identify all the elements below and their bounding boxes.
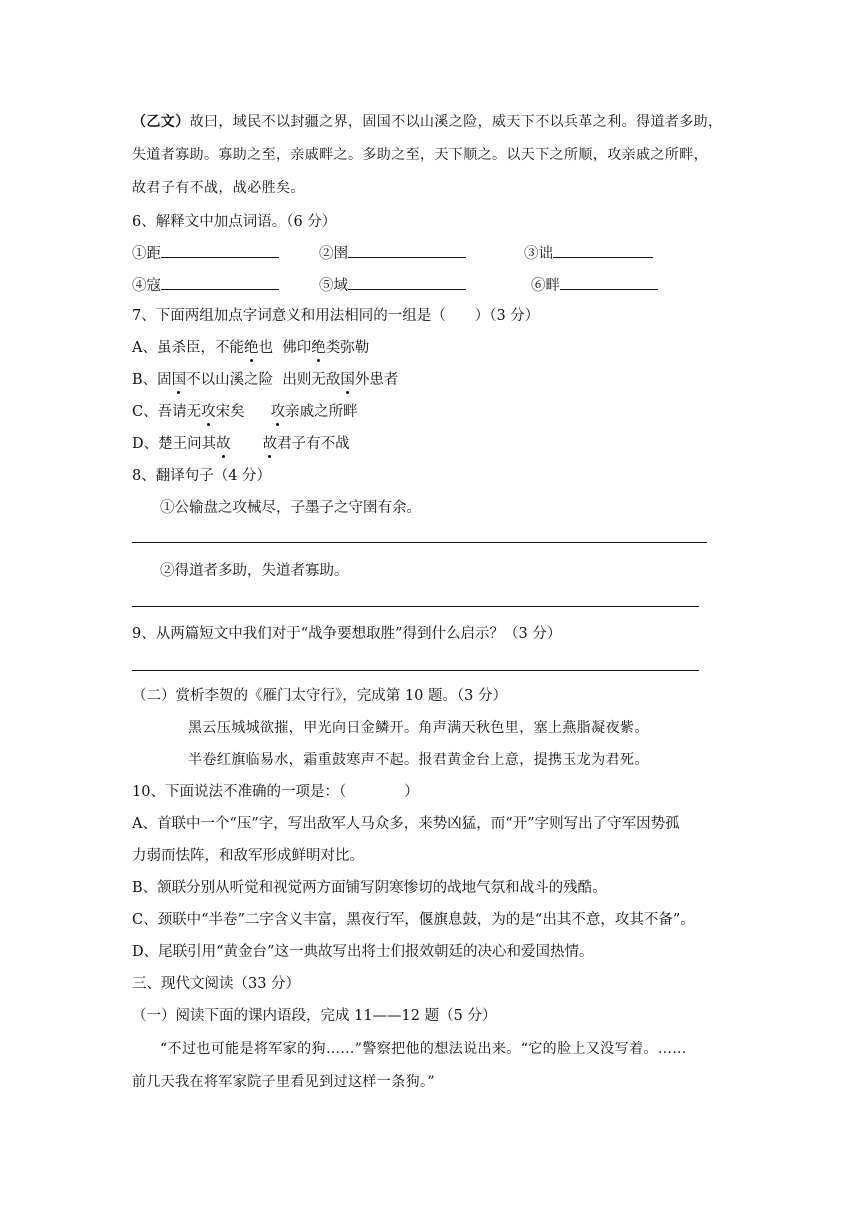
q6-item-4-label: ④寇	[132, 278, 161, 294]
q7-c-dotted-2: 攻	[270, 404, 286, 420]
q7-a-text-1: A、虽杀臣，不能	[132, 340, 244, 356]
q6-item-6	[531, 275, 658, 296]
sec3-title: 三、现代文阅读（33 分）	[132, 976, 301, 992]
q6-item-1-label: ①距	[132, 246, 161, 262]
q7-c-dotted-1: 攻	[201, 404, 216, 420]
q7-b-dotted-1: 国	[171, 372, 187, 388]
q6-item-3	[524, 243, 653, 264]
q10-title: 10、下面说法不准确的一项是：（ ）	[132, 784, 419, 800]
yi-line-2: 失道者寡助。寡助之至，亲戚畔之。多助之至，天下顺之。以天下之所顺，攻亲戚之所畔，	[132, 147, 708, 163]
q7-b-text-1: B、固	[132, 372, 172, 388]
yi-line-1	[132, 112, 722, 132]
q8-title: 8、翻译句子（4 分）	[132, 468, 272, 484]
q7-a-dotted-1: 绝	[243, 340, 259, 356]
q8-sentence-1: ①公输盘之攻械尽，子墨子之守圉有余。	[160, 500, 421, 516]
q7-a-text-2: 也 佛印	[258, 340, 312, 356]
q6-blank-4[interactable]	[161, 275, 279, 290]
sec3-paragraph-line-2: 前几天我在将军家院子里看见到过这样一条狗。”	[132, 1074, 435, 1090]
q7-b-text-3: 外患者	[354, 372, 399, 388]
q7-a-dotted-2: 绝	[311, 340, 326, 356]
q7-d-text-1: D、楚王问其	[132, 436, 217, 452]
poem-line-2: 半卷红旗临易水，霜重鼓寒声不起。报君黄金台上意，提携玉龙为君死。	[188, 752, 649, 768]
q7-d-text-2: 君子有不战	[277, 436, 350, 452]
q6-blank-5[interactable]	[348, 275, 466, 290]
q6-blank-1[interactable]	[161, 243, 279, 258]
q6-item-5-label: ⑤域	[319, 278, 348, 294]
q7-title: 7、下面两组加点字词意义和用法相同的一组是（ ）（3 分）	[132, 308, 540, 324]
q10-option-d[interactable]: D、尾联引用“黄金台”这一典故写出将士们报效朝廷的决心和爱国热情。	[132, 944, 594, 960]
yi-line-3: 故君子有不战，战必胜矣。	[132, 180, 305, 196]
sec2-title: （二）赏析李贺的《雁门太守行》，完成第 10 题。（3 分）	[132, 688, 508, 704]
q6-item-1	[132, 243, 279, 264]
yi-text-1: 故曰，域民不以封疆之界，固国不以山溪之险，威天下不以兵革之利。得道者多助，	[189, 114, 723, 130]
q10-option-b[interactable]: B、颔联分别从听觉和视觉两方面铺写阴寒惨切的战地气氛和战斗的残酷。	[132, 880, 607, 896]
q8-answer-line-2[interactable]	[132, 606, 699, 607]
poem-line-1: 黑云压城城欲摧，甲光向日金鳞开。角声满天秋色里，塞上燕脂凝夜紫。	[188, 720, 649, 736]
q8-sentence-2: ②得道者多助，失道者寡助。	[160, 563, 349, 579]
q6-item-2	[319, 243, 466, 264]
q6-item-3-label: ③诎	[524, 246, 553, 262]
q6-item-5	[319, 275, 466, 296]
q7-d-dotted-2: 故	[262, 436, 278, 452]
q6-item-2-label: ②圉	[319, 246, 348, 262]
q7-c-text-3: 亲戚之所畔	[285, 404, 358, 420]
q10-option-a-line-2: 力弱而怯阵，和敌军形成鲜明对比。	[132, 848, 364, 864]
q7-option-b[interactable]	[132, 370, 398, 390]
q6-title: 6、解释文中加点词语。（6 分）	[132, 214, 337, 230]
q7-option-c[interactable]	[132, 402, 358, 422]
q7-a-text-3: 类弥勒	[325, 340, 370, 356]
q9-answer-line[interactable]	[132, 670, 699, 671]
q7-b-text-2: 不以山溪之险 出则无敌	[186, 372, 341, 388]
q6-item-4	[132, 275, 279, 296]
q7-c-text-2: 宋矣	[215, 404, 245, 420]
yi-label: （乙文）	[132, 114, 190, 130]
q6-item-6-label: ⑥畔	[531, 278, 560, 294]
sec3-subtitle: （一）阅读下面的课内语段，完成 11——12 题（5 分）	[132, 1008, 497, 1024]
q7-c-text-1: C、吾请无	[132, 404, 202, 420]
q6-blank-2[interactable]	[348, 243, 466, 258]
sec3-paragraph-line-1: “不过也可能是将军家的狗……”警察把他的想法说出来。“它的脸上又没写着。……	[160, 1041, 687, 1057]
q7-d-dotted-1: 故	[216, 436, 231, 452]
q6-blank-6[interactable]	[560, 275, 658, 290]
q7-option-a[interactable]	[132, 338, 369, 358]
q9-title: 9、从两篇短文中我们对于“战争要想取胜”得到什么启示？（3 分）	[132, 626, 562, 642]
q7-b-dotted-2: 国	[340, 372, 355, 388]
q6-blank-3[interactable]	[553, 243, 653, 258]
q8-answer-line-1[interactable]	[132, 542, 707, 543]
q7-option-d[interactable]	[132, 434, 350, 454]
q10-option-c[interactable]: C、颈联中“半卷”二字含义丰富，黑夜行军，偃旗息鼓，为的是“出其不意，攻其不备”。	[132, 912, 695, 928]
q10-option-a-line-1[interactable]: A、首联中一个“压”字，写出敌军人马众多，来势凶猛，而“开”字则写出了守军因势孤	[132, 816, 680, 832]
